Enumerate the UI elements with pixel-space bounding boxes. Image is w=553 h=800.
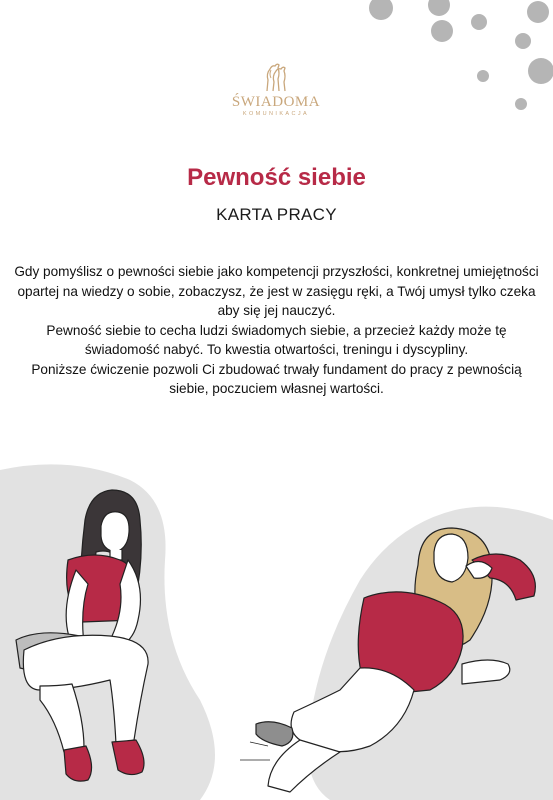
- intro-paragraph: Pewność siebie to cecha ludzi świadomych siebie, a przecież każdy może tę świadomość nabyć. To kwestia otwartości, treningu i dyscypliny.: [46, 322, 507, 357]
- intro-text: [14, 262, 539, 399]
- intro-paragraph: Poniższe ćwiczenie pozwoli Ci zbudować trwały fundament do pracy z pewnością siebie, poczuciem własnej wartości.: [31, 361, 522, 396]
- decorative-dots: [353, 0, 553, 110]
- page-subtitle: KARTA PRACY: [216, 205, 337, 224]
- illustration-scene: [0, 440, 553, 800]
- page-title: Pewność siebie: [187, 164, 366, 191]
- horses-logo-icon: [259, 60, 293, 92]
- brand-logo: [226, 60, 326, 126]
- brand-name: ŚWIADOMA: [231, 94, 321, 110]
- brand-subtitle: KOMUNIKACJA: [242, 111, 310, 117]
- intro-paragraph: Gdy pomyślisz o pewności siebie jako kompetencji przyszłości, konkretnej umiejętności opartej na wiedzy o sobie, zobaczysz, że jest w zasięgu ręki, a Twój umysł tylko czeka aby się jej nauczyć.: [14, 264, 539, 318]
